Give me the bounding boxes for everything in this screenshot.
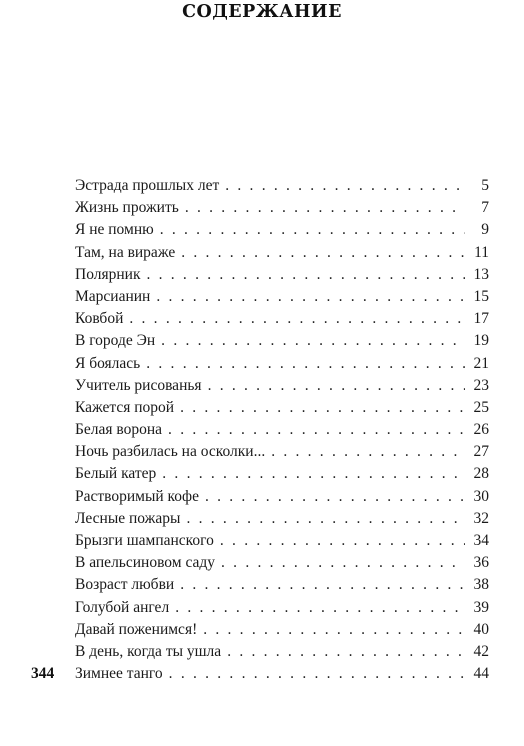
toc-leader-dots [271,441,465,463]
toc-entry [75,353,489,375]
toc-entry-page: 30 [473,487,489,505]
toc-entry [75,486,489,508]
toc-entry-page: 23 [473,376,489,394]
toc-entry-page: 27 [473,443,489,461]
toc-leader-dots [185,197,465,219]
toc-leader-dots [205,486,465,508]
toc-leader-dots [160,219,465,241]
toc-entry-title: Ковбой [75,310,124,328]
toc-entry [75,530,489,552]
toc-entry-title: Учитель рисованья [75,376,202,394]
toc-entry [75,308,489,330]
toc-entry [75,463,489,485]
toc-entry-title: Кажется порой [75,398,175,416]
toc-entry-page: 44 [473,665,489,683]
toc-leader-dots [203,619,465,641]
toc-entry-page: 11 [474,243,489,261]
toc-leader-dots [175,597,465,619]
toc-leader-dots [129,308,465,330]
toc-entry-title: Марсианин [75,287,151,305]
toc-entry-page: 19 [473,332,489,350]
toc-entry-page: 42 [473,642,489,660]
toc-entry-title: Эстрада прошлых лет [75,177,220,194]
toc-entry [75,397,489,419]
toc-entry [75,286,489,308]
toc-entry-title: Голубой ангел [75,598,170,616]
toc-entry-title: Возраст любви [75,576,175,594]
toc-entry-title: Полярник [75,265,141,283]
toc-leader-dots [146,264,465,286]
toc-entry [75,574,489,596]
toc-leader-dots [186,508,465,530]
toc-entry [75,619,489,641]
page-number: 344 [31,665,55,682]
toc-leader-dots [169,663,465,685]
toc-entry-title: Зимнее танго [75,665,163,683]
toc-entry [75,242,489,264]
toc-leader-dots [146,353,465,375]
toc-leader-dots [227,641,465,663]
toc-entry-page: 25 [473,398,489,416]
toc-entry-page: 32 [473,509,489,527]
toc-entry-title: Я не помню [75,221,154,239]
toc-entry [75,419,489,441]
toc-leader-dots [225,175,465,197]
toc-entry-page: 17 [473,310,489,328]
toc-entry-title: В городе Эн [75,332,156,350]
toc-entry [75,219,489,241]
toc-entry-title: Лесные пожары [75,509,181,527]
toc-entry-page: 5 [481,177,489,194]
toc-entry-title: Там, на вираже [75,243,176,261]
toc-entry-page: 36 [473,554,489,572]
toc-entry-page: 21 [473,354,489,372]
toc-entry-title: Ночь разбилась на осколки... [75,443,266,461]
toc-entry-title: Давай поженимся! [75,620,198,638]
toc-leader-dots [161,330,465,352]
toc-entry [75,375,489,397]
toc-leader-dots [181,242,465,264]
toc-entry [75,597,489,619]
toc-entry [75,264,489,286]
toc-entry-page: 13 [473,265,489,283]
toc-entry [75,197,489,219]
toc-entry-title: Белый катер [75,465,157,483]
toc-entry [75,175,489,197]
toc-entry-page: 38 [473,576,489,594]
toc-entry [75,641,489,663]
toc-entry-page: 39 [473,598,489,616]
toc-entry-title: Белая ворона [75,421,163,439]
toc-entry-page: 26 [473,421,489,439]
toc-entry-page: 28 [473,465,489,483]
table-of-contents [75,175,489,685]
toc-entry-title: Растворимый кофе [75,487,199,505]
toc-entry-title: В апельсиновом саду [75,554,216,572]
toc-entry-page: 9 [481,221,489,239]
toc-entry [75,330,489,352]
toc-entry-title: Я боялась [75,354,141,372]
toc-entry [75,508,489,530]
toc-entry [75,663,489,685]
toc-leader-dots [208,375,465,397]
toc-entry-title: Брызги шампанского [75,532,214,549]
toc-leader-dots [168,419,465,441]
toc-leader-dots [220,530,465,552]
toc-entry-page: 15 [473,287,489,305]
toc-leader-dots [221,552,465,574]
toc-entry [75,441,489,463]
toc-leader-dots [180,574,465,596]
toc-leader-dots [156,286,465,308]
toc-leader-dots [180,397,465,419]
toc-leader-dots [162,463,465,485]
toc-entry-title: Жизнь прожить [75,199,179,217]
page-title: СОДЕРЖАНИЕ [182,2,342,22]
toc-entry-page: 40 [473,620,489,638]
toc-entry-page: 34 [473,532,489,549]
toc-entry [75,552,489,574]
toc-entry-page: 7 [481,199,489,217]
toc-entry-title: В день, когда ты ушла [75,642,222,660]
